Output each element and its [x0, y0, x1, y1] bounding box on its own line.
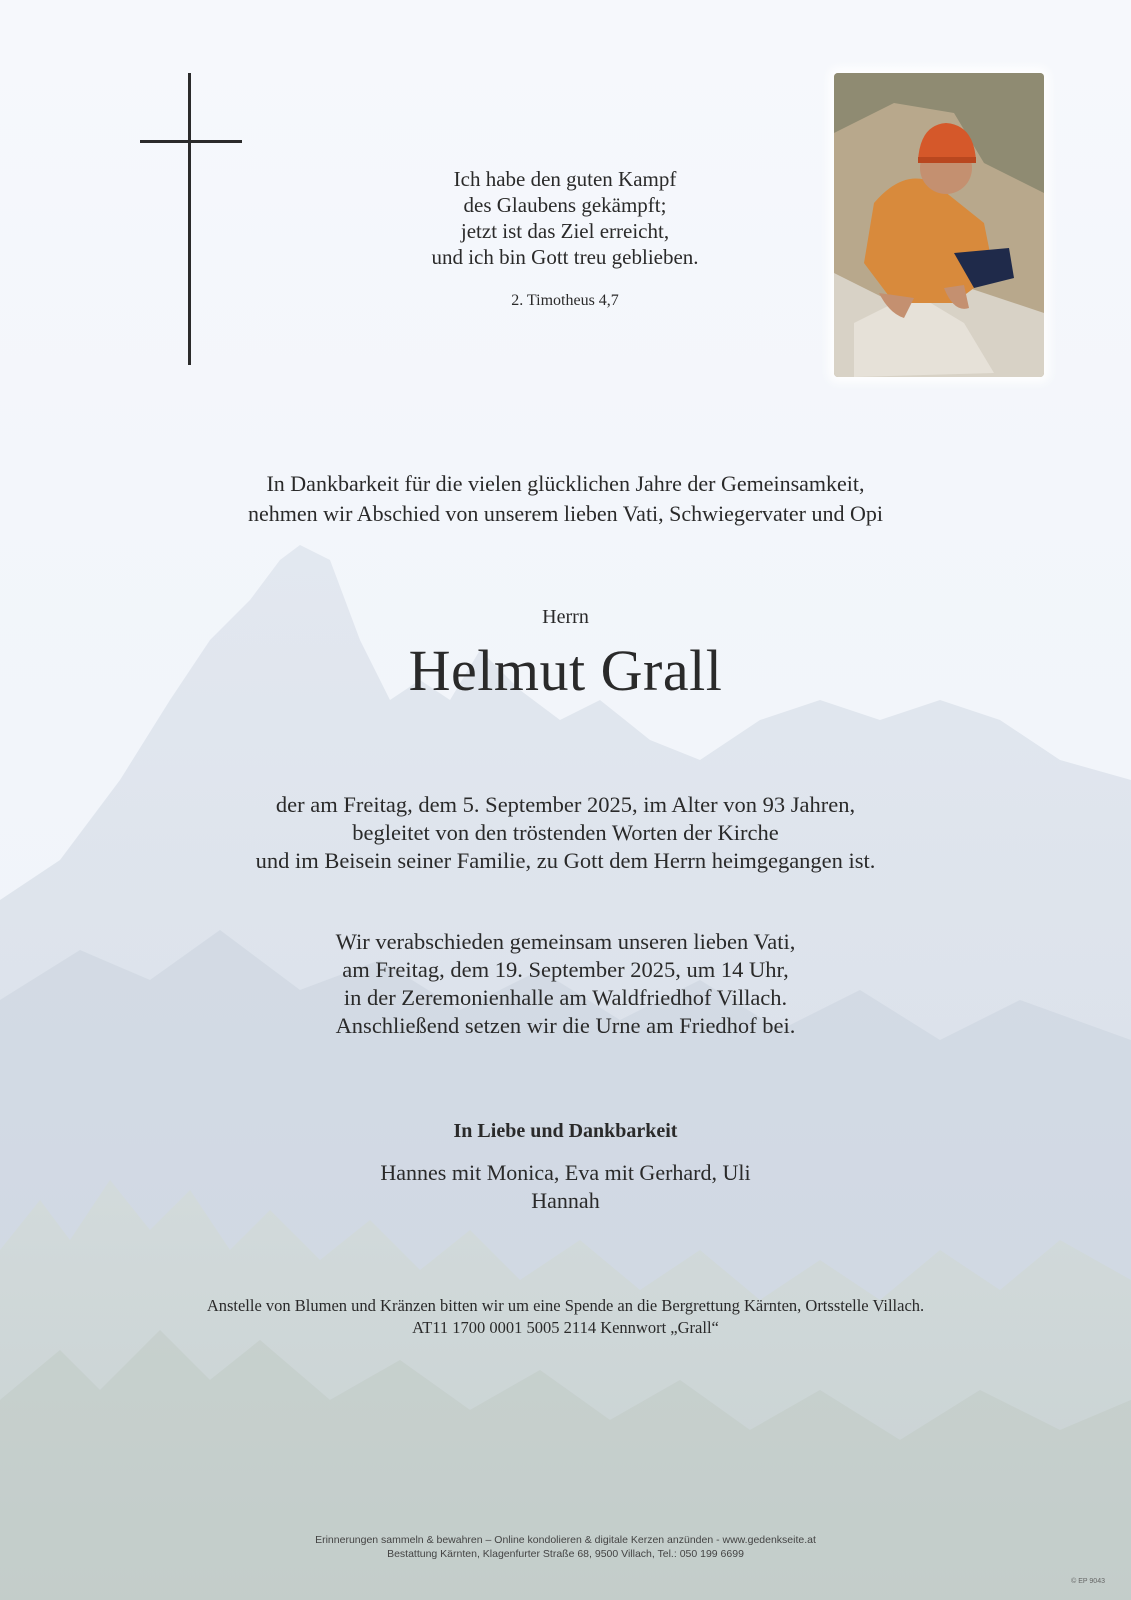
footer [0, 1533, 1131, 1561]
print-code: © EP 9043 [1071, 1578, 1105, 1585]
mourners-line: Hannes mit Monica, Eva mit Gerhard, Uli [380, 1160, 751, 1185]
verse-line: jetzt ist das Ziel erreicht, [460, 219, 670, 243]
death-line: begleitet von den tröstenden Worten der Kirche [352, 820, 779, 845]
funeral-line: Anschließend setzen wir die Urne am Friedhof bei. [335, 1013, 796, 1038]
deceased-name: Helmut Grall [408, 638, 723, 703]
mourners-title: In Liebe und Dankbarkeit [453, 1120, 678, 1142]
intro-line: In Dankbarkeit für die vielen glücklichen Jahre der Gemeinsamkeit, [266, 471, 865, 496]
donation-line: AT11 1700 0001 5005 2114 Kennwort „Grall“ [412, 1318, 719, 1337]
climber-photo-icon [834, 73, 1044, 377]
mourners-list [0, 1159, 1131, 1215]
death-notice [0, 791, 1131, 875]
footer-line: Erinnerungen sammeln & bewahren – Online kondolieren & digitale Kerzen anzünden - www.gedenkseite.at [315, 1534, 816, 1546]
footer-line: Bestattung Kärnten, Klagenfurter Straße 68, 9500 Villach, Tel.: 050 199 6699 [387, 1548, 744, 1560]
verse-line: und ich bin Gott treu geblieben. [431, 245, 699, 269]
donation-note [0, 1295, 1131, 1339]
donation-line: Anstelle von Blumen und Kränzen bitten wir um eine Spende an die Bergrettung Kärnten, Ortsstelle Villach. [206, 1296, 925, 1315]
bible-verse [360, 166, 770, 270]
intro-line: nehmen wir Abschied von unserem lieben Vati, Schwiegervater und Opi [248, 501, 883, 526]
funeral-line: am Freitag, dem 19. September 2025, um 14 Uhr, [342, 957, 789, 982]
verse-line: des Glaubens gekämpft; [463, 193, 667, 217]
death-line: und im Beisein seiner Familie, zu Gott dem Herrn heimgegangen ist. [255, 848, 876, 873]
cross-icon [140, 73, 242, 365]
verse-reference: 2. Timotheus 4,7 [511, 292, 619, 309]
portrait-photo [834, 73, 1044, 377]
intro-text [0, 469, 1131, 529]
funeral-line: in der Zeremonienhalle am Waldfriedhof Villach. [343, 985, 788, 1010]
salutation: Herrn [542, 606, 589, 628]
verse-line: Ich habe den guten Kampf [453, 167, 677, 191]
funeral-details [0, 928, 1131, 1040]
death-line: der am Freitag, dem 5. September 2025, im Alter von 93 Jahren, [275, 792, 856, 817]
mourners-line: Hannah [531, 1188, 600, 1213]
funeral-line: Wir verabschieden gemeinsam unseren lieben Vati, [335, 929, 796, 954]
